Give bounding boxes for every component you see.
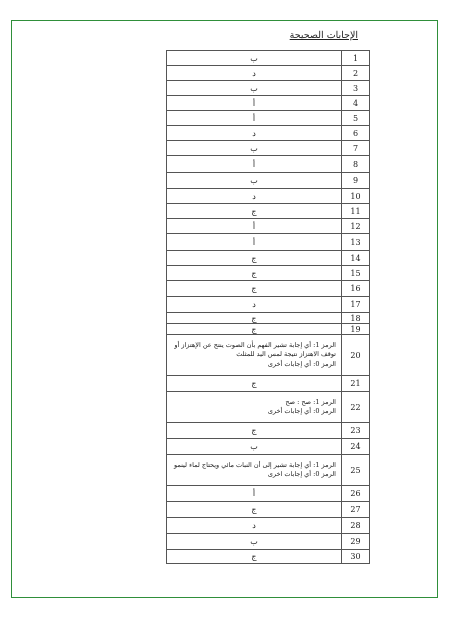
answer-text: الرمز 0: أي إجابات اخرى — [267, 470, 336, 478]
answer-row — [167, 518, 370, 534]
answer-text: ج — [251, 505, 257, 514]
answer-cell — [167, 392, 342, 423]
answer-row — [167, 51, 370, 66]
answer-text: الرمز 1: أي إجابة تشير إلى أن النبات مائي ويحتاج لماء لينمو — [173, 460, 336, 469]
question-number: 25 — [342, 455, 370, 486]
question-number: 16 — [342, 281, 370, 297]
answer-row — [167, 335, 370, 376]
answer-cell — [167, 376, 342, 392]
answer-row — [167, 189, 370, 204]
answer-row — [167, 266, 370, 281]
question-number: 24 — [342, 439, 370, 455]
answer-cell — [167, 313, 342, 324]
answer-cell — [167, 173, 342, 189]
question-number: 17 — [342, 297, 370, 313]
answer-text: أ — [252, 237, 256, 247]
question-number: 4 — [342, 96, 370, 111]
question-number: 22 — [342, 392, 370, 423]
answer-row — [167, 66, 370, 81]
answer-text: ج — [251, 426, 257, 435]
question-number: 13 — [342, 234, 370, 251]
answer-text: أ — [252, 221, 256, 231]
answer-cell — [167, 51, 342, 66]
answers-table-body — [167, 51, 370, 564]
question-number: 3 — [342, 81, 370, 96]
answer-text: د — [252, 191, 256, 201]
answer-cell — [167, 550, 342, 564]
answer-text: ج — [251, 324, 257, 334]
answer-cell — [167, 219, 342, 234]
answer-cell — [167, 96, 342, 111]
answer-text: ب — [250, 143, 258, 153]
answer-cell — [167, 251, 342, 266]
answer-cell — [167, 189, 342, 204]
answer-cell — [167, 111, 342, 126]
answer-row — [167, 251, 370, 266]
answer-row — [167, 502, 370, 518]
answer-row — [167, 173, 370, 189]
question-number: 14 — [342, 251, 370, 266]
answer-text: ج — [251, 313, 257, 323]
answer-row — [167, 126, 370, 141]
question-number: 7 — [342, 141, 370, 156]
answer-cell — [167, 335, 342, 376]
answer-cell — [167, 234, 342, 251]
answer-row — [167, 281, 370, 297]
answer-text: ب — [250, 83, 258, 93]
answer-text: أ — [252, 98, 256, 108]
answer-text: أ — [252, 159, 256, 169]
answer-cell — [167, 266, 342, 281]
answer-text: د — [252, 68, 256, 78]
answer-text: د — [252, 521, 256, 530]
answer-text: الرمز 0: أي إجابات أخرى — [267, 359, 336, 368]
answer-cell — [167, 66, 342, 81]
question-number: 28 — [342, 518, 370, 534]
answer-text: ب — [250, 53, 258, 63]
answer-text: أ — [252, 113, 256, 123]
answer-text: ب — [250, 442, 258, 451]
answer-row — [167, 423, 370, 439]
answer-text: د — [252, 128, 256, 138]
question-number: 10 — [342, 189, 370, 204]
answer-text: ج — [251, 253, 257, 263]
answer-cell — [167, 439, 342, 455]
answer-cell — [167, 423, 342, 439]
question-number: 26 — [342, 486, 370, 502]
question-number: 1 — [342, 51, 370, 66]
answer-row — [167, 550, 370, 564]
answer-row — [167, 486, 370, 502]
answer-text: الرمز 1: صح : صح — [285, 397, 336, 406]
answer-text: ب — [250, 176, 258, 185]
answer-cell — [167, 502, 342, 518]
question-number: 6 — [342, 126, 370, 141]
answer-text: الرمز 0: أي إجابات أخرى — [267, 407, 336, 415]
question-number: 15 — [342, 266, 370, 281]
question-number: 30 — [342, 550, 370, 564]
answer-row — [167, 313, 370, 324]
answer-cell — [167, 81, 342, 96]
answer-row — [167, 81, 370, 96]
document-title: الإجابات الصحيحة — [289, 30, 358, 41]
answer-cell — [167, 486, 342, 502]
answer-text: الرمز 1: أي إجابة تشير الفهم بأن الصوت ينتج عن الإهتزاز أو — [174, 340, 336, 349]
question-number: 20 — [342, 335, 370, 376]
answer-row — [167, 376, 370, 392]
answer-text: ج — [251, 284, 257, 293]
answer-row — [167, 219, 370, 234]
answer-cell — [167, 204, 342, 219]
answer-row — [167, 534, 370, 550]
answer-row — [167, 96, 370, 111]
answer-cell — [167, 518, 342, 534]
answer-row — [167, 324, 370, 335]
answer-text: ب — [250, 537, 258, 546]
answer-row — [167, 392, 370, 423]
answer-row — [167, 439, 370, 455]
answer-cell — [167, 156, 342, 173]
question-number: 8 — [342, 156, 370, 173]
question-number: 21 — [342, 376, 370, 392]
question-number: 18 — [342, 313, 370, 324]
question-number: 12 — [342, 219, 370, 234]
answer-text: توقف الاهتزاز نتيجة لمس اليد للمثلث — [236, 350, 336, 359]
answer-cell — [167, 324, 342, 335]
question-number: 9 — [342, 173, 370, 189]
question-number: 2 — [342, 66, 370, 81]
question-number: 11 — [342, 204, 370, 219]
answer-row — [167, 141, 370, 156]
question-number: 5 — [342, 111, 370, 126]
answer-row — [167, 156, 370, 173]
answer-text: ج — [251, 379, 257, 388]
answer-cell — [167, 297, 342, 313]
answer-text: أ — [252, 489, 256, 498]
question-number: 29 — [342, 534, 370, 550]
answer-cell — [167, 281, 342, 297]
answer-text: ج — [251, 268, 257, 278]
answer-cell — [167, 126, 342, 141]
answer-cell — [167, 141, 342, 156]
answer-row — [167, 111, 370, 126]
question-number: 23 — [342, 423, 370, 439]
answer-cell — [167, 534, 342, 550]
answer-row — [167, 455, 370, 486]
question-number: 27 — [342, 502, 370, 518]
answer-text: د — [252, 300, 256, 309]
answer-text: ج — [251, 552, 257, 561]
answer-row — [167, 297, 370, 313]
answer-row — [167, 204, 370, 219]
question-number: 19 — [342, 324, 370, 335]
answer-text: ج — [251, 206, 257, 216]
answer-row — [167, 234, 370, 251]
answers-table — [166, 50, 370, 564]
answer-cell — [167, 455, 342, 486]
